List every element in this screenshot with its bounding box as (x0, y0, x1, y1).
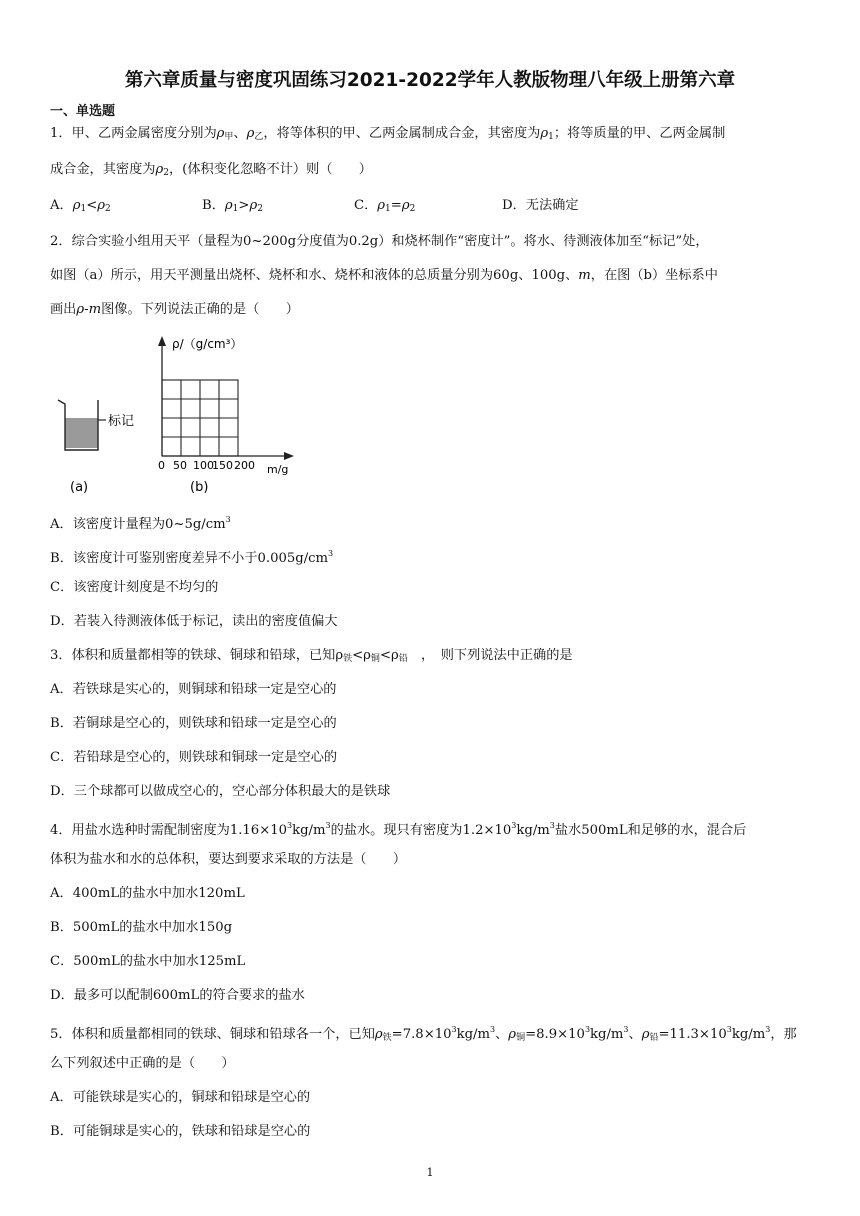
x-tick-label: 0 (158, 459, 165, 472)
x-tick-label: 100 (193, 459, 214, 472)
caption-b: (b) (190, 480, 209, 495)
y-axis-label: ρ/（g/cm³） (172, 337, 243, 351)
q3-option-d: D．三个球都可以做成空心的，空心部分体积最大的是铁球 (50, 784, 391, 799)
q2-option-a: A．该密度计量程为$0\sim 5g/cm^3$ (50, 515, 231, 532)
x-tick-label: 150 (212, 459, 233, 472)
q2-line-2: 如图（a）所示，用天平测量出烧杯、烧杯和水、烧杯和液体的总质量分别为60g、100g、m，在图（b）坐标系中 (50, 268, 718, 283)
q2-line-3: 画出ρ-m图像。下列说法正确的是（ ） (50, 302, 299, 317)
density-grid (162, 380, 238, 456)
q3-option-a: A．若铁球是实心的，则铜球和铅球一定是空心的 (50, 682, 337, 697)
q1-option-a: A．$\rho_1<\rho_2$ (50, 198, 111, 214)
q2-option-d: D．若装入待测液体低于标记，读出的密度值偏大 (50, 614, 338, 629)
q1-option-d: D．无法确定 (502, 198, 579, 213)
q1-option-c: C．$\rho_1=\rho_2$ (354, 198, 416, 214)
q4-option-c: C．500mL的盐水中加水125mL (50, 954, 246, 969)
q3-option-b: B．若铜球是空心的，则铁球和铅球一定是空心的 (50, 716, 337, 731)
y-axis-arrow-icon (158, 336, 166, 346)
q4-line-1: 4．用盐水选种时需配制密度为$1.16\times 10^3kg/m^3$的盐水。现只有密度为$1.2\times 10^3kg/m^3$盐水500mL和足够的水，混合后 (50, 821, 747, 838)
x-tick-label: 200 (234, 459, 255, 472)
q5-option-a: A．可能铁球是实心的，铜球和铅球是空心的 (50, 1090, 311, 1105)
beaker-icon (58, 400, 106, 450)
q5-line-1: 5．体积和质量都相同的铁球、铜球和铅球各一个，已知$\rho_铁=7.8\times 10^3kg/m^3$、$\rho_铜=8.9\times 10^3kg/m^3$、$\rho_铅=11.3\times 10^3kg/m^3$，那 (50, 1025, 797, 1043)
q2-option-c: C．该密度计刻度是不均匀的 (50, 580, 219, 595)
q1-line-1: 1．甲、乙两金属密度分别为$\rho_甲$、$\rho_乙$，将等体积的甲、乙两金属制成合金，其密度为$\rho_1$；将等质量的甲、乙两金属制 (50, 126, 726, 142)
x-tick-label: 50 (173, 459, 187, 472)
q3-option-c: C．若铅球是空心的，则铁球和铜球一定是空心的 (50, 750, 338, 765)
section-heading: 一、单选题 (50, 104, 116, 119)
x-axis-arrow-icon (284, 452, 294, 460)
q4-line-2: 体积为盐水和水的总体积，要达到要求采取的方法是（ ） (50, 852, 407, 867)
page-title: 第六章质量与密度巩固练习2021-2022学年人教版物理八年级上册第六章 (124, 70, 736, 91)
q5-option-b: B．可能铜球是实心的，铁球和铅球是空心的 (50, 1124, 311, 1139)
q2-figure (50, 328, 310, 503)
q1-option-b: B．$\rho_1>\rho_2$ (202, 198, 263, 214)
q2-line-1: 2．综合实验小组用天平（量程为0~200g分度值为0.2g）和烧杯制作“密度计”。将水、待测液体加至“标记”处， (50, 234, 709, 249)
mark-label: 标记 (108, 414, 135, 429)
page-number: 1 (426, 1166, 434, 1179)
q4-option-d: D．最多可以配制600mL的符合要求的盐水 (50, 988, 305, 1003)
q2-option-b: B．该密度计可鉴别密度差异不小于$0.005g/cm^3$ (50, 549, 334, 566)
q3-stem: 3．体积和质量都相等的铁球、铜球和铅球，已知$\rho_铁<\rho_铜<\rho_铅$ ， 则下列说法中正确的是 (50, 648, 573, 664)
q4-option-b: B．500mL的盐水中加水150g (50, 920, 233, 935)
q4-option-a: A．400mL的盐水中加水120mL (50, 886, 245, 901)
q1-line-2: 成合金，其密度为$\rho_2$，(体积变化忽略不计）则（ ） (50, 162, 372, 178)
caption-a: (a) (70, 480, 89, 495)
x-axis-label: m/g (267, 463, 289, 476)
q5-line-2: 么下列叙述中正确的是（ ） (50, 1056, 235, 1071)
